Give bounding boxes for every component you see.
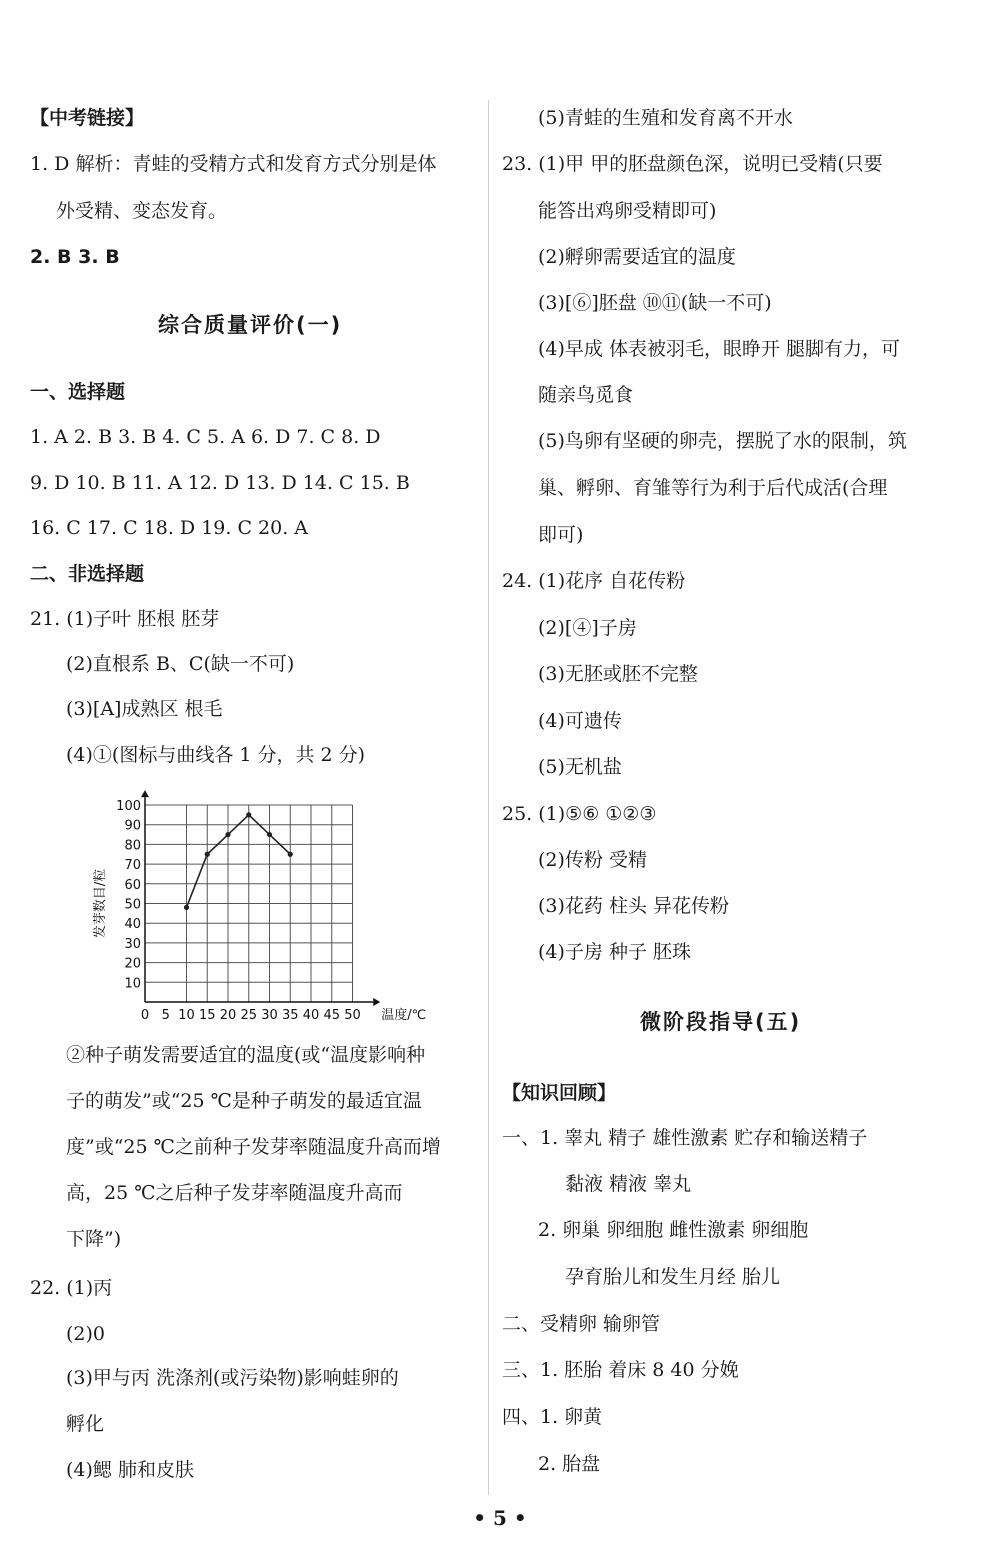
right-text-line: 四、1. 卵黄 [502,1406,603,1428]
left-text-line: (3)甲与丙 洗涤剂(或污染物)影响蛙卵的 [66,1367,399,1389]
right-text-line: (3)无胚或胚不完整 [538,663,698,685]
right-text-line: (2)孵卵需要适宜的温度 [538,246,736,268]
left-text-line: 一、选择题 [30,381,126,403]
left-text-line: (2)直根系 B、C(缺一不可) [66,653,295,675]
right-text-line: 三、1. 胚胎 着床 8 40 分娩 [502,1359,739,1381]
left-text-line: 16. C 17. C 18. D 19. C 20. A [30,517,309,539]
right-text-line: 25. (1)⑤⑥ ①②③ [502,803,657,825]
left-text-line: 9. D 10. B 11. A 12. D 13. D 14. C 15. B [30,472,410,494]
right-text-line: 23. (1)甲 甲的胚盘颜色深，说明已受精(只要 [502,153,883,175]
x-tick-label: 25 [240,1008,258,1023]
left-text-line: 孵化 [66,1413,105,1435]
left-text-line: (2)0 [66,1323,106,1345]
left-text-line: (4)①(图标与曲线各 1 分，共 2 分) [66,744,366,766]
right-text-line: (3)[⑥]胚盘 ⑩⑪(缺一不可) [538,292,772,314]
germination-chart [90,790,450,1025]
right-text-line: (5)青蛙的生殖和发育离不开水 [538,107,793,129]
y-tick-label: 30 [124,936,141,952]
data-point [184,905,189,910]
left-text-line: (4)鳃 肺和皮肤 [66,1459,194,1481]
right-text-line: 黏液 精液 睾丸 [565,1173,692,1195]
data-point [246,812,251,817]
series-line [187,815,291,908]
data-point [205,852,210,857]
right-text-line: (4)子房 种子 胚珠 [538,941,691,963]
x-tick-label: 50 [344,1008,361,1023]
data-point [267,832,272,837]
right-text-line: 【知识回顾】 [502,1082,617,1104]
column-divider [488,100,489,1495]
y-axis-arrow [141,790,149,797]
x-axis-label: 温度/℃ [381,1008,427,1023]
right-text-line: 能答出鸡卵受精即可) [538,200,717,222]
y-tick-label: 10 [124,976,141,992]
right-text-line: 孕育胎儿和发生月经 胎儿 [565,1266,781,1288]
x-tick-label: 10 [178,1008,195,1023]
right-text-line: (2)[④]子房 [538,617,637,639]
right-text-line: 2. 胎盘 [538,1453,601,1475]
right-text-line: 24. (1)花序 自花传粉 [502,570,686,592]
right-text-line: (5)无机盐 [538,756,622,778]
y-tick-label: 20 [124,956,141,972]
right-text-line: 即可) [538,524,584,546]
x-axis-arrow [373,998,380,1006]
x-tick-label: 0 [140,1008,150,1023]
y-tick-label: 80 [124,838,141,854]
right-text-line: 二、受精卵 输卵管 [502,1313,661,1335]
right-text-line: (4)可遗传 [538,710,622,732]
right-text-line: (5)鸟卵有坚硬的卵壳，摆脱了水的限制，筑 [538,430,907,452]
y-tick-label: 70 [124,858,141,874]
section-heading: 微阶段指导(五) [640,1010,802,1034]
right-text-line: (2)传粉 受精 [538,849,647,871]
data-point [288,852,293,857]
left-text-line: 子的萌发”或“25 ℃是种子萌发的最适宜温 [66,1090,422,1112]
left-text-line: 高，25 ℃之后种子发芽率随温度升高而 [66,1182,403,1204]
section-heading: 综合质量评价(一) [158,313,343,337]
y-tick-label: 40 [124,917,141,933]
left-text-line: 二、非选择题 [30,563,145,585]
y-tick-label: 90 [124,818,141,834]
x-tick-label: 45 [323,1008,341,1023]
y-tick-label: 50 [124,897,141,913]
x-tick-label: 30 [261,1008,278,1023]
y-axis-label: 发芽数目/粒 [93,868,108,939]
right-text-line: 一、1. 睾丸 精子 雄性激素 贮存和输送精子 [502,1127,868,1149]
right-text-line: (3)花药 柱头 异花传粉 [538,895,729,917]
x-tick-label: 15 [198,1008,216,1023]
left-text-line: 1. A 2. B 3. B 4. C 5. A 6. D 7. C 8. D [30,426,381,448]
x-tick-label: 35 [281,1008,299,1023]
left-text-line: 度”或“25 ℃之前种子发芽率随温度升高而增 [66,1136,441,1158]
left-text-line: 21. (1)子叶 胚根 胚芽 [30,608,220,630]
x-tick-label: 40 [302,1008,320,1023]
right-text-line: 随亲鸟觅食 [538,384,634,406]
left-text-line: 【中考链接】 [30,107,145,129]
left-text-line: 外受精、变态发育。 [56,200,228,222]
left-text-line: (3)[A]成熟区 根毛 [66,698,223,720]
right-text-line: 2. 卵巢 卵细胞 雌性激素 卵细胞 [538,1219,809,1241]
left-text-line: 1. D 解析：青蛙的受精方式和发育方式分别是体 [30,153,437,175]
right-text-line: 巢、孵卵、育雏等行为利于后代成活(合理 [538,477,888,499]
left-text-line: 下降”) [66,1228,122,1250]
data-point [225,832,230,837]
left-text-line: ②种子萌发需要适宜的温度(或“温度影响种 [66,1044,426,1066]
right-text-line: (4)早成 体表被羽毛，眼睁开 腿脚有力，可 [538,338,900,360]
y-tick-label: 60 [124,877,141,893]
page-number: • 5 • [473,1506,527,1530]
x-tick-label: 5 [161,1008,170,1023]
left-text-line: 22. (1)丙 [30,1277,113,1299]
left-text-line: 2. B 3. B [30,246,120,268]
x-tick-label: 20 [219,1008,237,1023]
y-tick-label: 100 [116,799,141,814]
